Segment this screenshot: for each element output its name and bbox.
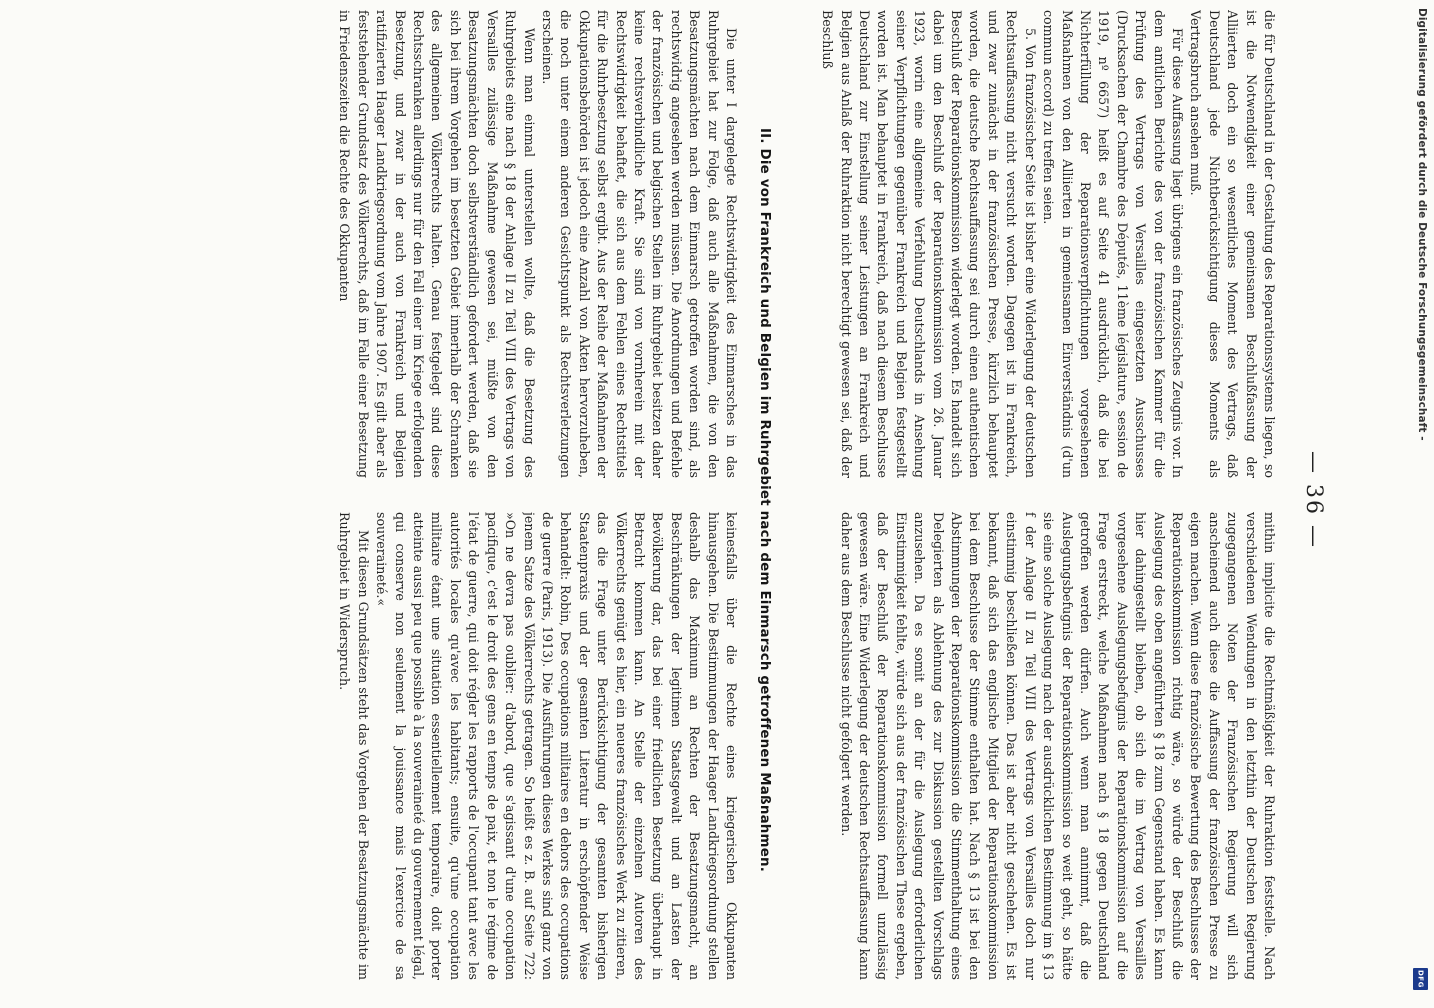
- right-column-top: [778, 512, 1278, 980]
- right-column-bottom: [120, 512, 740, 980]
- dfg-logo-icon: DFG: [1413, 968, 1428, 990]
- page-number: — 36 —: [1301, 451, 1326, 549]
- digitization-credit: [1406, 0, 1434, 1000]
- section-heading: II. Die von Frankreich und Belgien im Ruhrgebiet nach dem Einmarsch getroffenen Maßnahmen.: [757, 128, 772, 872]
- paragraph: mithin implicite die Rechtmäßigkeit der Ruhraktion feststelle. Nach verschiedenen Wendungen in den letzthin der Deutschen Regierung zugegangenen Noten der Französischen Regierung will sich anscheinend auch diese die Auffassung der französischen Presse zu eigen machen. Wenn diese französische Bewertung des Beschlusses der Reparationskommission richtig wäre, so würde der Beschluß die Auslegung des oben angeführten § 18 zum Gegenstand haben. Es kann hier dahingestellt bleiben, ob sich die im Vertrag von Versailles vorgesehene Auslegungsbefugnis der Reparationskommission auf die Frage erstreckt, welche Maßnahmen nach § 18 gegen Deutschland getroffen werden dürfen. Auch wenn man annimmt, daß die Auslegungsbefugnis der Reparationskommission so weit geht, so hätte sie eine solche Auslegung nach der ausdrücklichen Bestimmung im § 13 f der Anlage II zu Teil VIII des Vertrags von Versailles doch nur einstimmig beschließen können. Das ist aber nicht geschehen. Es ist bekannt, daß sich das englische Mitglied der Reparationskommission bei dem Beschlusse der Stimme enthalten hat. Nach § 13 ist bei den Abstimmungen der Reparationskommission die Stimmenthaltung eines Delegierten als Ablehnung des zur Diskussion gestellten Vorschlags anzusehen. Da es somit an der für die Auslegung erforderlichen Einstimmigkeit fehlte, würde sich aus der französischen These ergeben, daß der Beschluß der Reparationskommission formell unzulässig gewesen wäre. Eine Widerlegung der deutschen Rechtsauffassung kann daher aus dem Beschlusse nicht gefolgert werden.: [838, 512, 1277, 980]
- credit-text: Digitalisierung gefördert durch die Deutsche Forschungsgemeinschaft -: [1416, 8, 1428, 441]
- paragraph: keinesfalls über die Rechte eines kriegerischen Okkupanten hinausgehen. Die Bestimmungen der Haager Landkriegsordnung stellen deshalb das Maximum an Rechten der Besatzungsmacht, an Beschränkungen der legitimen Staatsgewalt und an Lasten der Bevölkerung dar, das bei einer friedlichen Besetzung überhaupt in Betracht kommen kann. An Stelle der einzelnen Autoren des Völkerrechts genügt es hier, ein neueres französisches Werk zu zitieren, das die Frage unter Berücksichtigung der gesamten bisherigen Staatenpraxis und der gesamten Literatur in erschöpfender Weise behandelt: Robin, Des occupations militaires en dehors des occupations de guerre (Paris, 1913). Die Ausführungen dieses Werkes sind ganz von jenem Satze des Völkerrechts getragen. So heißt es z. B. auf Seite 722: »On ne devra pas oublier: d'abord, que s'agissant d'une occupation pacifique, c'est le droit des gens en temps de paix, et non le régime de l'état de guerre, qui doit régler les rapports de l'occupant tant avec les autorités locales qu'avec les habitants; ensuite, qu'une occupation militaire étant une situation essentiellement temporaire, doit porter atteinte aussi peu que possible à la souveraineté du gouvernement légal, qui conserve non seulement la jouissance mais l'exercice de sa souveraineté.«: [374, 512, 739, 980]
- paragraph: 5. Von französischer Seite ist bisher eine Widerlegung der deutschen Rechtsauffassung nicht versucht worden. Dagegen ist in Frankreich, und zwar zunächst in der französischen Presse, kürzlich behauptet worden, die deutsche Rechtsauffassung sei durch einen authentischen Beschluß der Reparationskommission widerlegt worden. Es handelt sich dabei um den Beschluß der Reparationskommission vom 26. Januar 1923, worin eine allgemeine Verfehlung Deutschlands in Ansehung seiner Verpflichtungen gegenüber Frankreich und Belgien festgestellt worden ist. Man behauptet in Frankreich, daß nach diesem Beschlusse Deutschland zur Einstellung seiner Leistungen an Frankreich und Belgien aus Anlaß der Ruhraktion nicht berechtigt gewesen sei, daß der Beschluß: [820, 10, 1038, 478]
- paragraph: Mit diesen Grundsätzen steht das Vorgehen der Besatzungsmächte im Ruhrgebiet in Widerspruch.: [337, 512, 371, 980]
- left-column-top: [778, 10, 1278, 478]
- paragraph: Wenn man einmal unterstellen wollte, daß die Besetzung des Ruhrgebiets eine nach § 18 der Anlage II zu Teil VIII des Vertrags von Versailles zulässige Maßnahme gewesen sei, müßte von den Besatzungsmächten doch selbstverständlich gefordert werden, daß sie sich bei ihrem Vorgehen im besetzten Gebiet innerhalb der Schranken des allgemeinen Völkerrechts halten. Genau festgelegt sind diese Rechtsschranken allerdings nur für den Fall einer im Kriege erfolgenden Besetzung, und zwar in der auch von Frankreich und Belgien ratifizierten Haager Landkriegsordnung vom Jahre 1907. Es gilt aber als feststehender Grundsatz des Völkerrechts, daß im Falle einer Besetzung in Friedenszeiten die Rechte des Okkupanten: [337, 10, 537, 478]
- section-heading-wrap: [745, 10, 792, 990]
- paragraph: Die unter I dargelegte Rechtswidrigkeit des Einmarsches in das Ruhrgebiet hat zur Folge, daß auch alle Maßnahmen, die von den Besatzungsmächten nach dem Einmarsch getroffen worden sind, als rechtswidrig angesehen werden müssen. Die Anordnungen und Befehle der französischen und belgischen Stellen im Ruhrgebiet besitzen daher keine rechtsverbindliche Kraft. Sie sind von vornherein mit der Rechtswidrigkeit behaftet, die sich aus dem Fehlen eines Rechtstitels für die Ruhrbesetzung selbst ergibt. Aus der Reihe der Maßnahmen der Okkupationsbehörden ist jedoch eine Anzahl von Akten hervorzuheben, die noch unter einem anderen Gesichtspunkt als Rechtsverletzungen erscheinen.: [539, 10, 739, 478]
- rotated-page: [100, 0, 1340, 1000]
- paragraph: die für Deutschland in der Gestaltung des Reparationssystems liegen, so ist die Notwendigkeit einer gemeinsamen Beschlußfassung der Alliierten doch ein so wesentliches Moment des Vertrags, daß Deutschland jede Nichtberücksichtigung dieses Moments als Vertragsbruch ansehen muß.: [1188, 10, 1277, 478]
- left-column-bottom: [120, 10, 740, 478]
- paragraph: Für diese Auffassung liegt übrigens ein französisches Zeugnis vor. In dem amtlichen Berichte des von der französischen Kammer für die Prüfung des Vertrags von Versailles eingesetzten Ausschusses (Drucksachen der Chambre des Députés, 11ème législature, session de 1919, nº 6657) heißt es auf Seite 41 ausdrücklich, daß die bei Nichterfüllung der Reparationsverpflichtungen vorgesehenen Maßnahmen von den Alliierten in gemeinsamen Einverständnis (d'un commun accord) zu treffen seien.: [1041, 10, 1185, 478]
